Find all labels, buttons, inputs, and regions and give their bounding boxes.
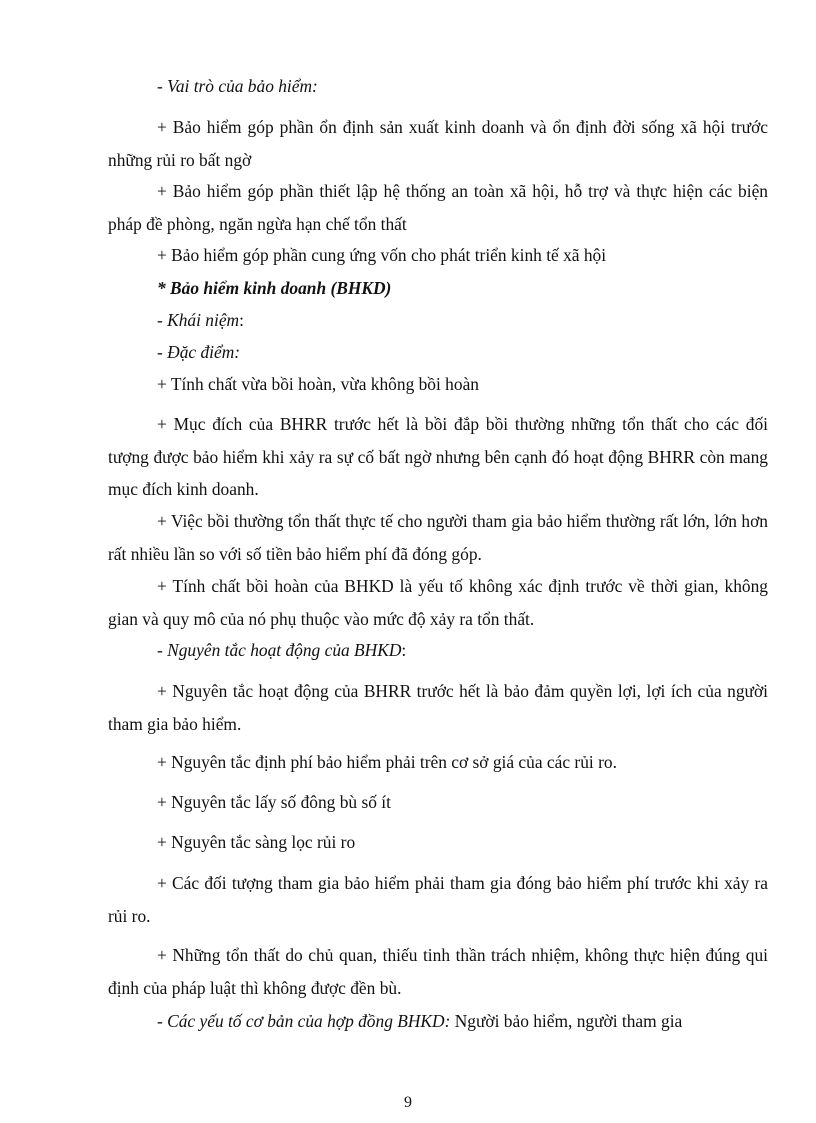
paragraph: + Các đối tượng tham gia bảo hiểm phải tham gia đóng bảo hiểm phí trước khi xảy ra rủi ro. [108,873,768,926]
paragraph: + Mục đích của BHRR trước hết là bồi đắp bồi thường những tổn thất cho các đối tượng được bảo hiểm khi xảy ra sự cố bất ngờ nhưng bên cạnh đó hoạt động BHRR còn mang mục đích kinh doanh. [108,414,768,499]
section-label-principles [108,634,768,667]
section-label-contract-elements [108,1005,768,1038]
paragraph: + Tính chất vừa bồi hoàn, vừa không bồi hoàn [157,374,479,394]
section-label-role: - Vai trò của bảo hiểm: [157,76,318,96]
paragraph: + Việc bồi thường tổn thất thực tế cho người tham gia bảo hiểm thường rất lớn, lớn hơn rất nhiều lần so với số tiền bảo hiểm phí đã đóng góp. [108,511,768,564]
contract-elements-label: - Các yếu tố cơ bản của hợp đồng BHKD: [157,1011,451,1031]
page-number: 9 [404,1094,412,1111]
paragraph: + Nguyên tắc sàng lọc rủi ro [157,832,356,852]
colon: : [401,640,407,660]
principles-label: - Nguyên tắc hoạt động của BHKD [157,640,402,660]
paragraph: + Nguyên tắc hoạt động của BHRR trước hết là bảo đảm quyền lợi, lợi ích của người tham gia bảo hiểm. [108,681,768,734]
paragraph: + Tính chất bồi hoàn của BHKD là yếu tố không xác định trước về thời gian, không gian và quy mô của nó phụ thuộc vào mức độ xảy ra tổn thất. [108,576,768,629]
contract-elements-text: Người bảo hiểm, người tham gia [450,1011,683,1031]
paragraph: + Bảo hiểm góp phần thiết lập hệ thống an toàn xã hội, hỗ trợ và thực hiện các biện pháp đề phòng, ngăn ngừa hạn chế tổn thất [108,181,768,234]
paragraph: + Nguyên tắc định phí bảo hiểm phải trên cơ sở giá của các rủi ro. [157,752,617,772]
paragraph: + Bảo hiểm góp phần ổn định sản xuất kinh doanh và ổn định đời sống xã hội trước những rủi ro bất ngờ [108,117,768,170]
paragraph: + Nguyên tắc lấy số đông bù số ít [157,792,391,812]
definition-label: - Khái niệm [157,310,240,330]
section-heading-bhkd: * Bảo hiểm kinh doanh (BHKD) [157,278,392,298]
paragraph: + Những tổn thất do chủ quan, thiếu tinh thần trách nhiệm, không thực hiện đúng qui định của pháp luật thì không được đền bù. [108,945,768,998]
section-label-definition [108,304,768,337]
section-label-characteristics: - Đặc điểm: [157,342,241,362]
paragraph: + Bảo hiểm góp phần cung ứng vốn cho phát triển kinh tế xã hội [157,245,607,265]
colon: : [239,310,244,330]
